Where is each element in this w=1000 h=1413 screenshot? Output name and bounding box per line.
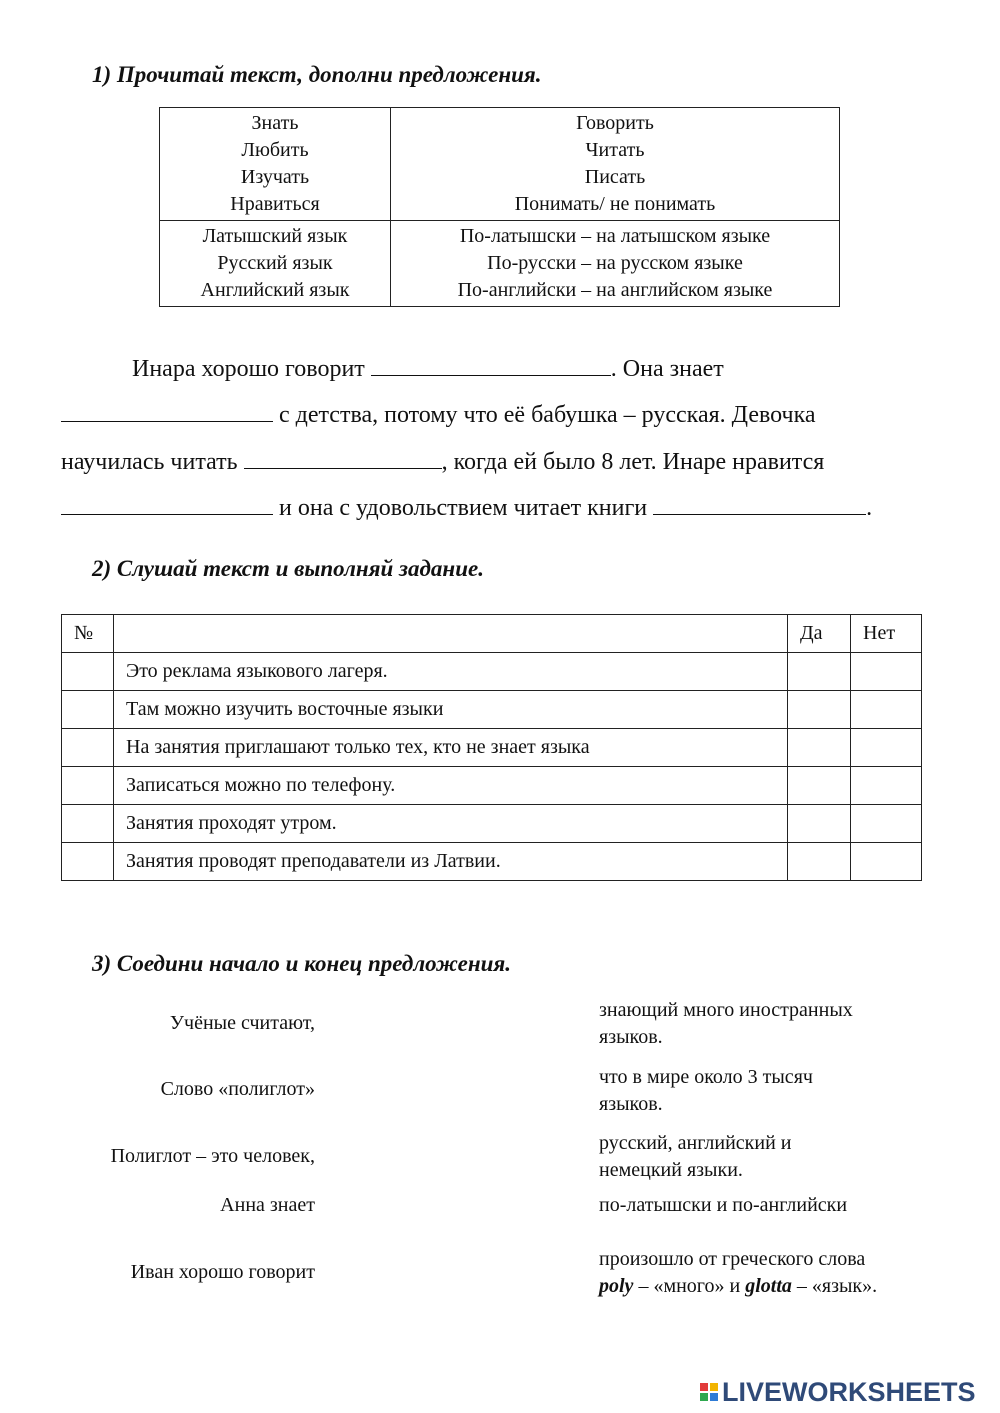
sentence-end-2[interactable]	[599, 1064, 959, 1118]
word: Говорить	[576, 112, 654, 134]
statement: На занятия приглашают только тех, кто не знает языка	[114, 729, 788, 767]
header-num: №	[62, 615, 114, 653]
line: знающий много иностранных	[599, 999, 853, 1021]
line: немецкий языки.	[599, 1159, 743, 1181]
yes-cell[interactable]	[788, 843, 851, 881]
row-num-cell	[62, 729, 114, 767]
no-cell[interactable]	[851, 843, 922, 881]
logo-text: LIVEWORKSHEETS	[722, 1377, 976, 1407]
sentence-end-3[interactable]	[599, 1130, 959, 1184]
table-row	[62, 729, 922, 767]
text: научилась читать	[61, 449, 238, 475]
word: Русский язык	[217, 252, 333, 274]
yes-cell[interactable]	[788, 805, 851, 843]
statement: Записаться можно по телефону.	[114, 767, 788, 805]
sentence-end-1[interactable]	[599, 997, 959, 1051]
yes-cell[interactable]	[788, 767, 851, 805]
word: Знать	[251, 112, 299, 134]
paragraph-line-3	[61, 448, 824, 476]
sentence-start-4[interactable]: Анна знает	[220, 1194, 315, 1216]
no-cell[interactable]	[851, 767, 922, 805]
header-yes: Да	[788, 615, 851, 653]
verbs-col1	[160, 108, 391, 221]
liveworksheets-logo	[698, 1377, 998, 1411]
paragraph-line-2	[61, 401, 816, 429]
no-cell[interactable]	[851, 691, 922, 729]
blank-3[interactable]	[244, 448, 442, 469]
blank-2[interactable]	[61, 401, 273, 422]
row-num-cell	[62, 653, 114, 691]
text: , когда ей было 8 лет. Инаре нравится	[441, 449, 825, 475]
line: по-латышски и по-английски	[599, 1194, 848, 1216]
yes-cell[interactable]	[788, 691, 851, 729]
row-num-cell	[62, 767, 114, 805]
line: что в мире около 3 тысяч	[599, 1066, 813, 1088]
line: русский, английский и	[599, 1132, 792, 1154]
line	[599, 1273, 959, 1300]
row-num-cell	[62, 805, 114, 843]
verbs-col2	[391, 108, 840, 221]
word: По-русски – на русском языке	[487, 252, 743, 274]
word: Писать	[584, 166, 646, 188]
row-num-cell	[62, 843, 114, 881]
word: По-латышски – на латышском языке	[459, 225, 771, 247]
logo-square-yellow	[710, 1383, 718, 1391]
text: с детства, потому что её бабушка – русская. Девочка	[279, 402, 816, 428]
no-cell[interactable]	[851, 805, 922, 843]
paragraph-line-1	[132, 355, 724, 383]
yes-cell[interactable]	[788, 653, 851, 691]
languages-col2	[391, 221, 840, 307]
text: .	[866, 495, 873, 521]
blank-1[interactable]	[371, 355, 611, 376]
text: Инара хорошо говорит	[132, 356, 365, 382]
word-poly: poly	[599, 1275, 634, 1297]
no-cell[interactable]	[851, 653, 922, 691]
statement: Там можно изучить восточные языки	[114, 691, 788, 729]
header-no: Нет	[851, 615, 922, 653]
word: Читать	[585, 139, 645, 161]
sentence-start-5[interactable]: Иван хорошо говорит	[130, 1261, 315, 1283]
blank-4[interactable]	[61, 494, 273, 515]
true-false-table	[61, 614, 922, 881]
logo-square-green	[700, 1393, 708, 1401]
word: Понимать/ не понимать	[514, 193, 716, 215]
logo-square-blue	[710, 1393, 718, 1401]
word: Изучать	[240, 166, 310, 188]
word: Английский язык	[200, 279, 350, 301]
table-row	[62, 805, 922, 843]
header-text	[114, 615, 788, 653]
row-num-cell	[62, 691, 114, 729]
word: Латышский язык	[202, 225, 348, 247]
yes-cell[interactable]	[788, 729, 851, 767]
languages-col1	[160, 221, 391, 307]
line: произошло от греческого слова	[599, 1248, 866, 1270]
line: языков.	[599, 1093, 663, 1115]
paragraph-line-4	[61, 494, 872, 522]
line: языков.	[599, 1026, 663, 1048]
sentence-start-1[interactable]: Учёные считают,	[169, 1012, 315, 1034]
table-row	[62, 691, 922, 729]
table-row	[62, 767, 922, 805]
statement: Это реклама языкового лагеря.	[114, 653, 788, 691]
sentence-start-3[interactable]: Полиглот – это человек,	[110, 1145, 315, 1167]
word: Нравиться	[230, 193, 320, 215]
blank-5[interactable]	[653, 494, 866, 515]
word: Любить	[241, 139, 309, 161]
section2-heading: 2) Слушай текст и выполняй задание.	[92, 556, 484, 581]
word-glotta: glotta	[745, 1275, 792, 1297]
statement: Занятия проходят утром.	[114, 805, 788, 843]
word: По-английски – на английском языке	[457, 279, 773, 301]
sentence-end-4[interactable]	[599, 1192, 959, 1219]
logo-square-red	[700, 1383, 708, 1391]
section3-heading: 3) Соедини начало и конец предложения.	[92, 951, 512, 976]
statement: Занятия проводят преподаватели из Латвии.	[114, 843, 788, 881]
text: – «язык».	[791, 1275, 878, 1297]
vocabulary-table	[159, 107, 840, 307]
sentence-end-5[interactable]	[599, 1246, 959, 1300]
table-row	[62, 653, 922, 691]
sentence-start-2[interactable]: Слово «полиглот»	[160, 1078, 315, 1100]
text: и она с удовольствием читает книги	[279, 495, 648, 521]
table-row	[62, 843, 922, 881]
no-cell[interactable]	[851, 729, 922, 767]
text: . Она знает	[610, 356, 724, 382]
table-header-row	[62, 615, 922, 653]
text: – «много» и	[633, 1275, 746, 1297]
section1-heading: 1) Прочитай текст, дополни предложения.	[92, 62, 542, 87]
